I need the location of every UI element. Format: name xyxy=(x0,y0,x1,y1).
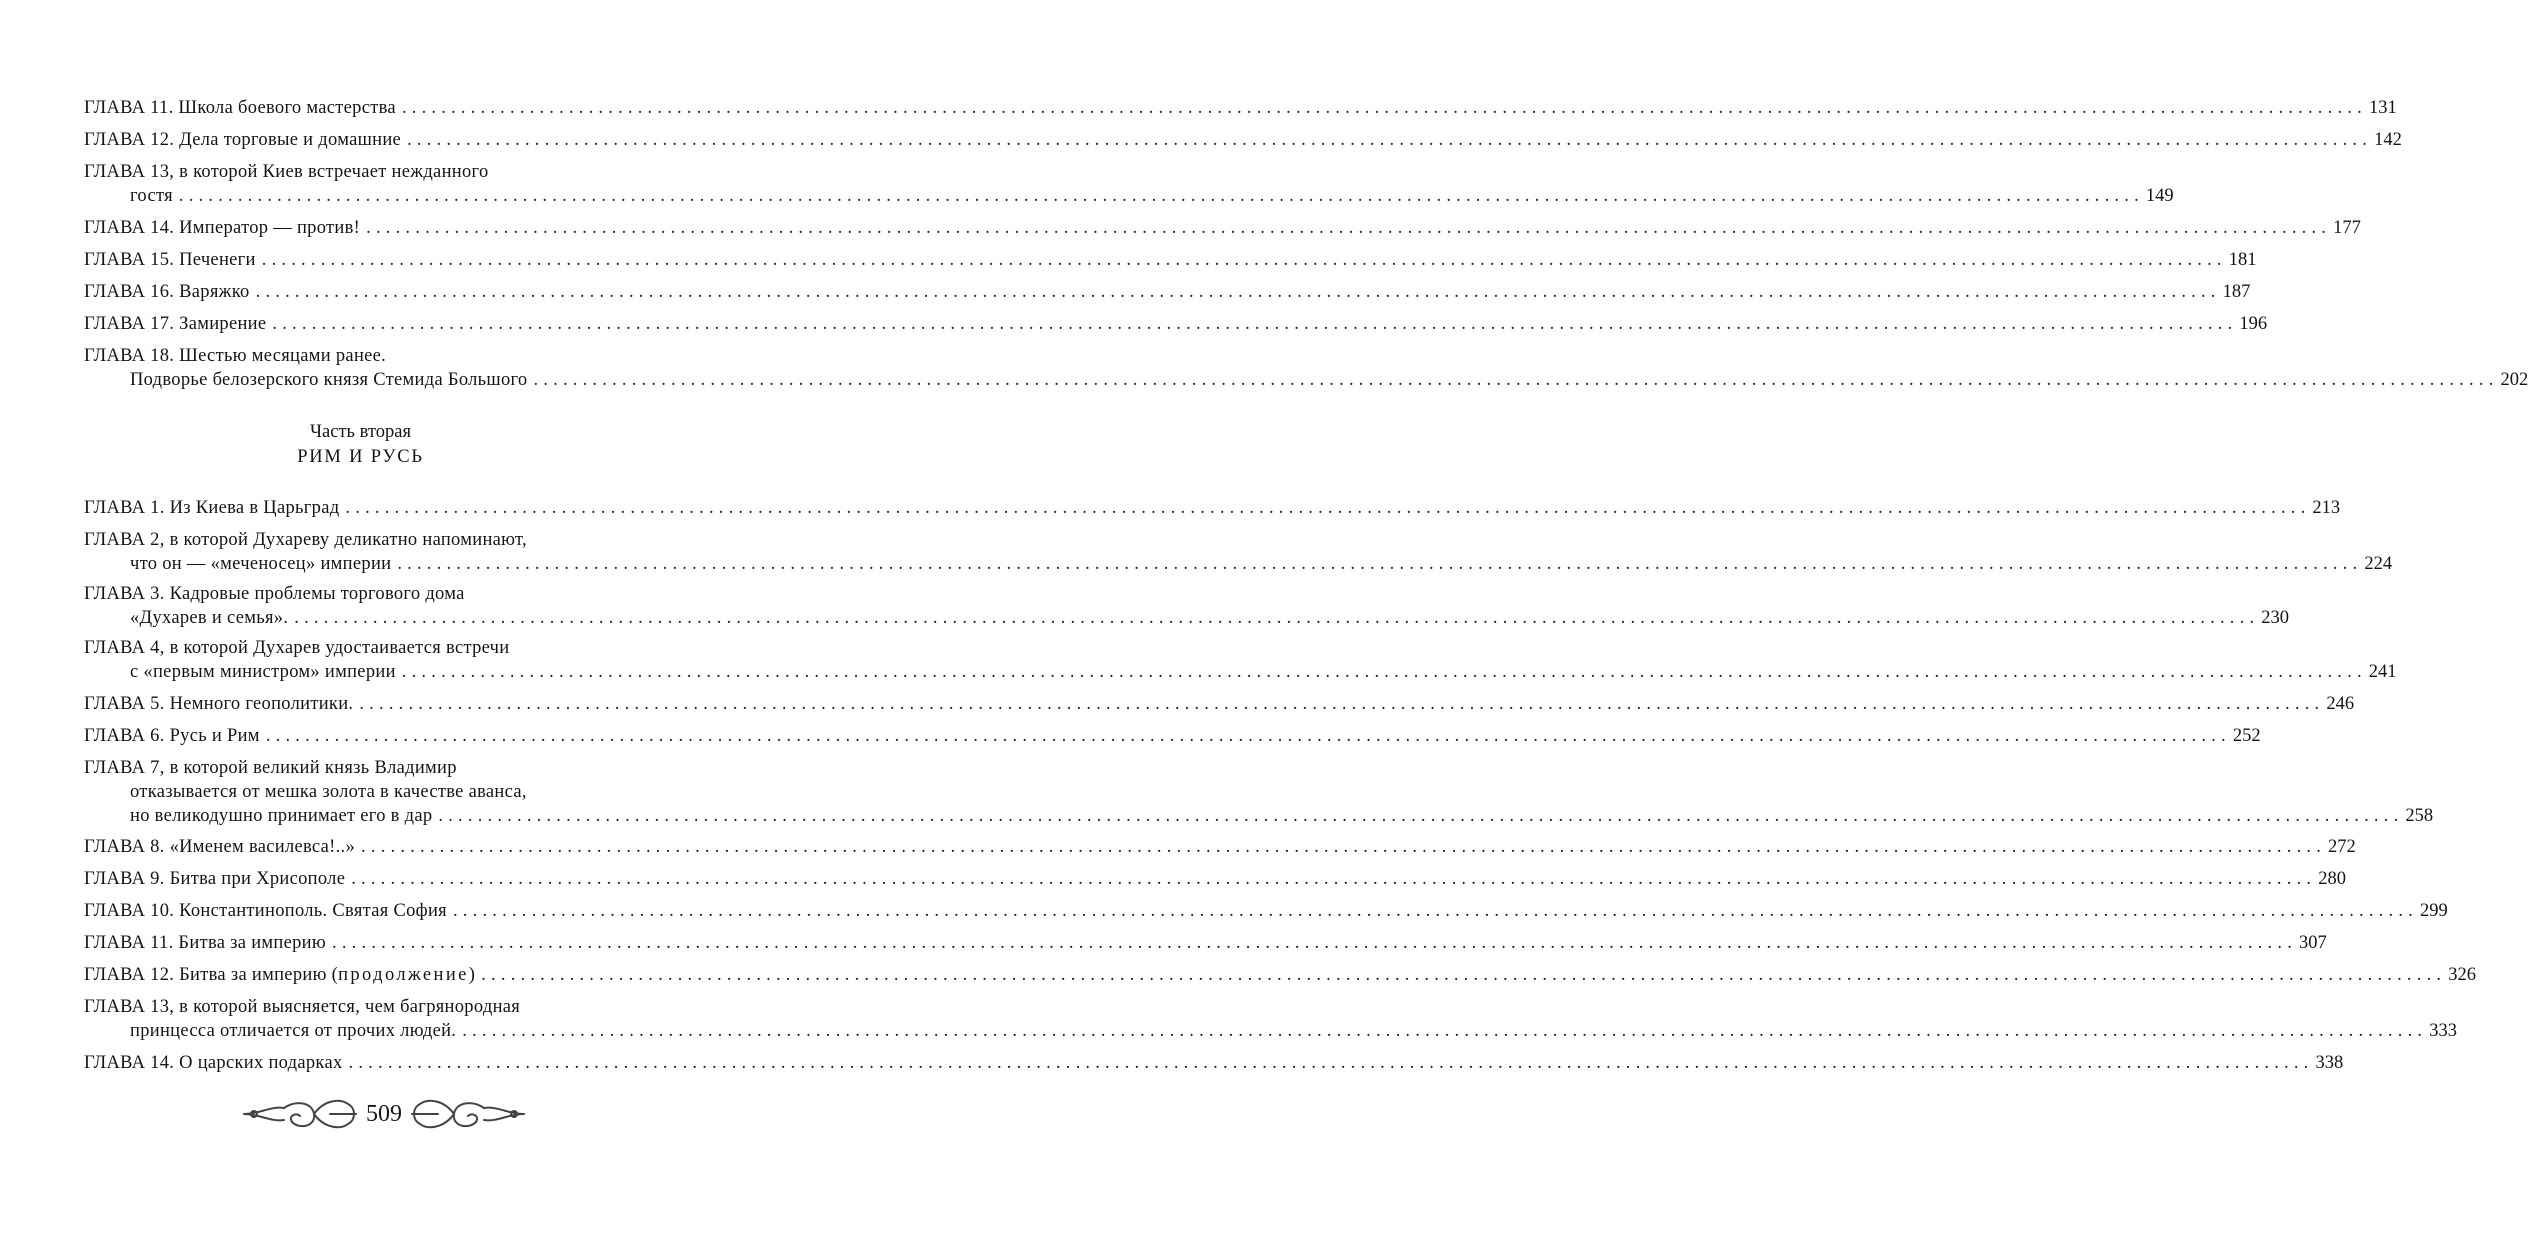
toc-entry xyxy=(84,756,2434,828)
toc-entry-line xyxy=(84,280,2251,304)
toc-entry xyxy=(84,216,2361,240)
leader-dots: ........................................................................................................................................................................................................ xyxy=(351,869,2317,889)
toc-entry-title: ГЛАВА 11. Школа боевого мастерства xyxy=(84,98,396,118)
toc-page-number: 149 xyxy=(2145,186,2174,206)
toc-page-number: 177 xyxy=(2333,218,2361,238)
toc-entry-title: ГЛАВА 7, в которой великий князь Владимир xyxy=(84,758,457,778)
table-of-contents xyxy=(84,96,2528,1075)
toc-entry xyxy=(84,582,2290,630)
toc-entry-title: ГЛАВА 13, в которой выясняется, чем багрянородная xyxy=(84,997,521,1017)
toc-entry xyxy=(84,835,2356,859)
toc-entry-line xyxy=(84,660,2397,684)
leader-dots: ........................................................................................................................................................................................................ xyxy=(361,837,2327,857)
toc-entry-line xyxy=(84,692,2355,716)
toc-entry-title: с «первым министром» империи xyxy=(130,662,396,682)
toc-entry-line xyxy=(84,724,2261,748)
toc-entry-title: ГЛАВА 14. Император — против! xyxy=(84,218,361,238)
toc-entry-title: ГЛАВА 11. Битва за империю xyxy=(84,933,327,953)
toc-entry-title: ГЛАВА 17. Замирение xyxy=(84,314,267,334)
toc-entry-line xyxy=(84,804,2434,828)
leader-dots: ........................................................................................................................................................................................................ xyxy=(407,130,2373,150)
toc-entry-title: ГЛАВА 6. Русь и Рим xyxy=(84,726,260,746)
ornament-left-icon xyxy=(240,1094,360,1134)
toc-entry-line xyxy=(84,496,2341,520)
toc-page-number: 142 xyxy=(2374,130,2402,150)
toc-entry-line xyxy=(84,528,637,552)
toc-page-number: 230 xyxy=(2261,608,2290,628)
toc-entry-title: ГЛАВА 14. О царских подарках xyxy=(84,1053,343,1073)
toc-entry-line xyxy=(84,1051,2344,1075)
toc-page-number: 299 xyxy=(2419,901,2448,921)
toc-entry-line xyxy=(84,756,637,780)
toc-entry-line xyxy=(84,216,2361,240)
toc-entry xyxy=(84,931,2327,955)
toc-entry-title: ГЛАВА 5. Немного геополитики. xyxy=(84,694,354,714)
toc-page-number: 272 xyxy=(2328,837,2356,857)
toc-section-part-one xyxy=(84,96,2528,392)
toc-page-number: 213 xyxy=(2312,498,2341,518)
toc-entry-title: отказывается от мешка золота в качестве аванса, xyxy=(130,782,527,802)
leader-dots: ........................................................................................................................................................................................................ xyxy=(366,218,2332,238)
toc-entry-title: ГЛАВА 13, в которой Киев встречает нежданного xyxy=(84,162,489,182)
toc-entry-title: ГЛАВА 9. Битва при Хрисополе xyxy=(84,869,346,889)
toc-entry xyxy=(84,636,2397,684)
toc-page-number: 202 xyxy=(2500,370,2528,390)
toc-page-number: 246 xyxy=(2326,694,2355,714)
toc-entry-line xyxy=(84,344,637,368)
toc-entry xyxy=(84,528,2393,576)
toc-entry-line xyxy=(84,963,2476,987)
toc-page-number: 326 xyxy=(2448,965,2476,985)
leader-dots: ........................................................................................................................................................................................................ xyxy=(462,1021,2428,1041)
toc-entry-title: ГЛАВА 4, в которой Духарев удостаивается встречи xyxy=(84,638,510,658)
leader-dots: ........................................................................................................................................................................................................ xyxy=(345,498,2311,518)
toc-page-number: 307 xyxy=(2299,933,2327,953)
toc-page-number: 224 xyxy=(2364,554,2393,574)
toc-entry xyxy=(84,692,2355,716)
toc-entry-title: ГЛАВА 12. Дела торговые и домашние xyxy=(84,130,402,150)
toc-entry-line xyxy=(84,552,2393,576)
leader-dots: ........................................................................................................................................................................................................ xyxy=(359,694,2325,714)
toc-entry-title: ГЛАВА 1. Из Киева в Царьград xyxy=(84,498,340,518)
toc-entry xyxy=(84,96,2397,120)
toc-page-number: 131 xyxy=(2368,98,2397,118)
page-number: 509 xyxy=(366,1101,402,1127)
toc-entry xyxy=(84,995,2457,1043)
toc-entry-line xyxy=(84,184,2174,208)
leader-dots: ........................................................................................................................................................................................................ xyxy=(272,314,2238,334)
part-title: РИМ И РУСЬ xyxy=(297,447,424,467)
toc-entry xyxy=(84,160,2174,208)
toc-page-number: 181 xyxy=(2228,250,2257,270)
toc-page-number: 280 xyxy=(2318,869,2346,889)
toc-entry-line xyxy=(84,995,637,1019)
toc-section-part-two xyxy=(84,496,2476,1075)
toc-entry-line xyxy=(84,606,2290,630)
toc-entry-line xyxy=(84,582,637,606)
toc-page-number: 187 xyxy=(2222,282,2251,302)
toc-entry-title: Подворье белозерского князя Стемида Большого xyxy=(130,370,528,390)
toc-entry-title: «Духарев и семья». xyxy=(130,608,289,628)
ornament-right-icon xyxy=(408,1094,528,1134)
toc-entry xyxy=(84,280,2251,304)
toc-entry xyxy=(84,724,2261,748)
toc-entry-line xyxy=(84,899,2448,923)
toc-page-number: 258 xyxy=(2405,806,2434,826)
leader-dots: ........................................................................................................................................................................................................ xyxy=(438,806,2404,826)
toc-entry-title: но великодушно принимает его в дар xyxy=(130,806,433,826)
toc-page-number: 196 xyxy=(2239,314,2268,334)
toc-entry-line xyxy=(84,867,2346,891)
toc-entry xyxy=(84,867,2346,891)
toc-entry-title: ГЛАВА 18. Шестью месяцами ранее. xyxy=(84,346,387,366)
toc-entry xyxy=(84,344,2528,392)
toc-entry-line xyxy=(84,835,2356,859)
toc-entry-line xyxy=(84,312,2268,336)
part-heading xyxy=(84,420,637,470)
toc-entry-title: принцесса отличается от прочих людей. xyxy=(130,1021,457,1041)
leader-dots: ........................................................................................................................................................................................................ xyxy=(332,933,2298,953)
part-label: Часть вторая xyxy=(310,422,411,442)
toc-entry-title: что он — «меченосец» империи xyxy=(130,554,392,574)
toc-entry-line xyxy=(84,248,2257,272)
leader-dots: ........................................................................................................................................................................................................ xyxy=(261,250,2227,270)
leader-dots: ........................................................................................................................................................................................................ xyxy=(178,186,2144,206)
toc-entry-title: ГЛАВА 15. Печенеги xyxy=(84,250,256,270)
leader-dots: ........................................................................................................................................................................................................ xyxy=(348,1053,2314,1073)
page-footer xyxy=(0,1094,768,1134)
leader-dots: ........................................................................................................................................................................................................ xyxy=(401,98,2367,118)
leader-dots: ........................................................................................................................................................................................................ xyxy=(401,662,2367,682)
toc-entry-title: ГЛАВА 8. «Именем василевса!..» xyxy=(84,837,356,857)
toc-entry xyxy=(84,496,2341,520)
leader-dots: ........................................................................................................................................................................................................ xyxy=(294,608,2260,628)
toc-entry-title: ГЛАВА 12. Битва за империю (продолжение) xyxy=(84,965,476,985)
toc-entry-line xyxy=(84,160,637,184)
toc-entry-line xyxy=(84,636,637,660)
toc-entry-title: ГЛАВА 10. Константинополь. Святая София xyxy=(84,901,447,921)
toc-entry-title: ГЛАВА 3. Кадровые проблемы торгового дома xyxy=(84,584,465,604)
toc-entry-title: ГЛАВА 16. Варяжко xyxy=(84,282,250,302)
leader-dots: ........................................................................................................................................................................................................ xyxy=(397,554,2363,574)
toc-entry xyxy=(84,963,2476,987)
toc-entry-title: ГЛАВА 2, в которой Духареву деликатно напоминают, xyxy=(84,530,527,550)
leader-dots: ........................................................................................................................................................................................................ xyxy=(481,965,2447,985)
toc-entry-line xyxy=(84,931,2327,955)
toc-entry xyxy=(84,248,2257,272)
toc-entry xyxy=(84,899,2448,923)
toc-entry xyxy=(84,1051,2344,1075)
toc-page-number: 252 xyxy=(2232,726,2261,746)
leader-dots: ........................................................................................................................................................................................................ xyxy=(452,901,2418,921)
leader-dots: ........................................................................................................................................................................................................ xyxy=(255,282,2221,302)
leader-dots: ........................................................................................................................................................................................................ xyxy=(265,726,2231,746)
toc-entry-line xyxy=(84,780,637,804)
toc-page-number: 241 xyxy=(2368,662,2397,682)
toc-entry-line xyxy=(84,96,2397,120)
toc-page-number: 333 xyxy=(2429,1021,2457,1041)
toc-entry-line xyxy=(84,128,2402,152)
toc-entry xyxy=(84,312,2268,336)
toc-entry-title: гостя xyxy=(130,186,173,206)
toc-entry-line xyxy=(84,368,2528,392)
leader-dots: ........................................................................................................................................................................................................ xyxy=(533,370,2499,390)
toc-entry-line xyxy=(84,1019,2457,1043)
toc-entry xyxy=(84,128,2402,152)
toc-page-number: 338 xyxy=(2315,1053,2344,1073)
